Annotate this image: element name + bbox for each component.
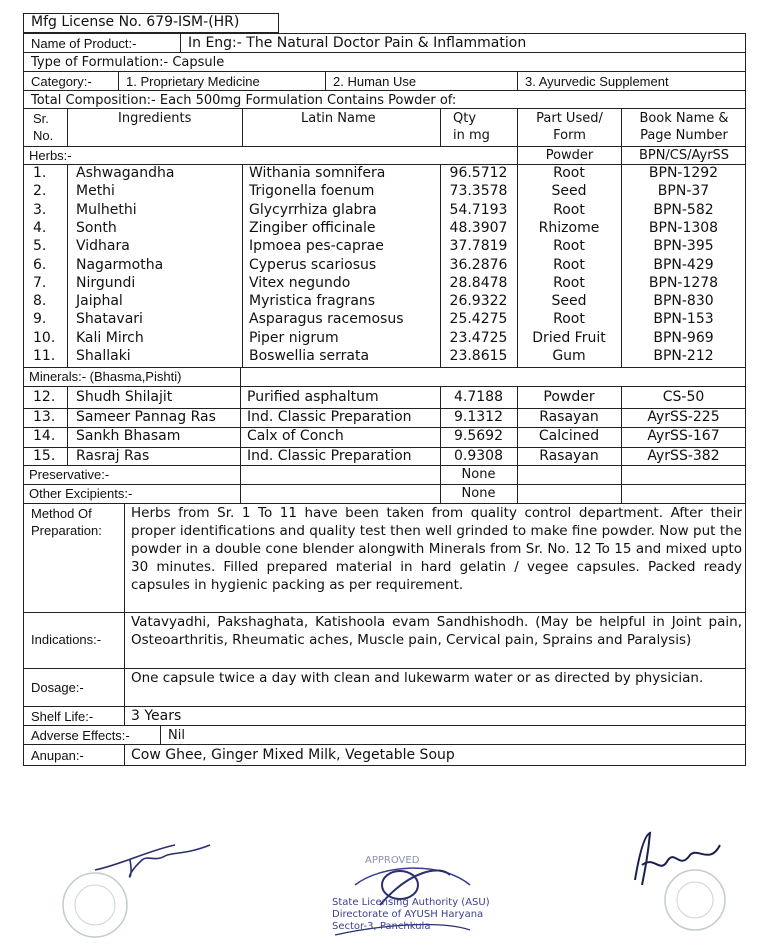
cell-part: Root bbox=[553, 256, 585, 273]
cell-latin: Calx of Conch bbox=[247, 428, 344, 444]
cell-qty: 54.7193 bbox=[449, 201, 508, 218]
cell-part: Seed bbox=[551, 293, 587, 310]
cell-book: BPN-1292 bbox=[648, 165, 719, 181]
product-label: Name of Product:- bbox=[31, 36, 137, 51]
cell-qty: 96.5712 bbox=[449, 165, 508, 181]
preservative-value: None bbox=[461, 467, 496, 482]
cell-name: Mulhethi bbox=[76, 201, 137, 218]
cell-part: Gum bbox=[552, 348, 586, 364]
cell-name: Ashwagandha bbox=[76, 165, 175, 181]
method-text: Herbs from Sr. 1 To 11 have been taken from quality control department. After their proper identifications and quality test then well grinded to make fine powder. Now put the powder in a double cone blender alongwith Minerals from Sr. No. 12 To 15 and mixed upto 30 minutes. Filled prepared material in hard gelatin / vegee capsules. Packed ready capsules in hygienic packing as per requirement. bbox=[131, 505, 742, 593]
cell-part: Root bbox=[553, 238, 585, 255]
cell-sr: 6. bbox=[33, 256, 47, 273]
cell-part: Seed bbox=[551, 183, 587, 200]
cell-latin: Boswellia serrata bbox=[249, 348, 370, 364]
product-name: In Eng:- The Natural Doctor Pain & Inflammation bbox=[188, 35, 527, 51]
cell-qty: 25.4275 bbox=[449, 311, 508, 328]
cell-latin: Asparagus racemosus bbox=[249, 311, 404, 328]
header-ingredients: Ingredients bbox=[118, 111, 192, 126]
cell-latin: Piper nigrum bbox=[249, 329, 339, 346]
cell-sr: 9. bbox=[33, 311, 47, 328]
total-composition: Total Composition:- Each 500mg Formulation Contains Powder of: bbox=[31, 93, 457, 108]
cell-name: Methi bbox=[76, 183, 115, 200]
authority-line-2: Directorate of AYUSH Haryana bbox=[332, 909, 484, 920]
cell-qty: 28.8478 bbox=[449, 274, 508, 291]
cell-qty: 36.2876 bbox=[449, 256, 508, 273]
cell-name: Kali Mirch bbox=[76, 329, 144, 346]
dosage-label: Dosage:- bbox=[31, 680, 84, 695]
header-page: Page Number bbox=[640, 128, 728, 143]
cell-sr: 15. bbox=[33, 447, 56, 464]
herbs-book: BPN/CS/AyrSS bbox=[638, 148, 730, 163]
cell-sr: 5. bbox=[33, 238, 47, 255]
excipients-label: Other Excipients:- bbox=[29, 486, 133, 501]
anupan-label: Anupan:- bbox=[31, 748, 84, 763]
cell-name: Vidhara bbox=[76, 238, 130, 255]
authority-line-3: Sector-3, Panchkula bbox=[332, 921, 431, 932]
cell-book: BPN-153 bbox=[653, 311, 714, 328]
cell-sr: 11. bbox=[33, 348, 56, 364]
cell-name: Nagarmotha bbox=[76, 256, 164, 273]
adverse-effects-label: Adverse Effects:- bbox=[31, 728, 130, 743]
cell-book: CS-50 bbox=[662, 389, 705, 405]
shelf-life-label: Shelf Life:- bbox=[31, 709, 94, 724]
minerals-header: Minerals:- (Bhasma,Pishti) bbox=[29, 369, 182, 384]
cell-book: BPN-830 bbox=[653, 293, 714, 310]
header-form: Form bbox=[553, 128, 586, 143]
cell-sr: 3. bbox=[33, 201, 47, 218]
cell-part: Calcined bbox=[538, 428, 600, 444]
cell-qty: 9.5692 bbox=[454, 428, 503, 444]
cell-sr: 7. bbox=[33, 274, 47, 291]
cell-book: BPN-1278 bbox=[648, 274, 719, 291]
method-label: Method Of bbox=[31, 506, 92, 521]
header-sr-no: No. bbox=[33, 128, 54, 143]
right-signature-stamp bbox=[620, 825, 750, 935]
cell-sr: 4. bbox=[33, 219, 47, 236]
cell-latin: Trigonella foenum bbox=[249, 183, 375, 200]
herbs-header: Herbs:- bbox=[29, 148, 72, 163]
cell-latin: Glycyrrhiza glabra bbox=[249, 201, 377, 218]
cell-book: AyrSS-167 bbox=[647, 428, 720, 444]
header-part: Part Used/ bbox=[536, 111, 603, 126]
excipients-value: None bbox=[461, 486, 496, 501]
cell-name: Sameer Pannag Ras bbox=[76, 408, 216, 425]
cell-book: BPN-1308 bbox=[648, 219, 719, 236]
cell-sr: 12. bbox=[33, 389, 56, 405]
category-label: Category:- bbox=[31, 74, 92, 89]
cell-book: BPN-212 bbox=[653, 348, 714, 364]
left-signature-stamp bbox=[50, 830, 230, 940]
cell-latin: Ind. Classic Preparation bbox=[247, 447, 412, 464]
cell-qty: 23.4725 bbox=[449, 329, 508, 346]
header-qty: Qty bbox=[453, 111, 477, 126]
cell-sr: 1. bbox=[33, 165, 47, 181]
cell-sr: 2. bbox=[33, 183, 47, 200]
preservative-label: Preservative:- bbox=[29, 467, 110, 482]
cell-qty: 26.9322 bbox=[449, 293, 508, 310]
cell-sr: 8. bbox=[33, 293, 47, 310]
cell-book: BPN-395 bbox=[653, 238, 714, 255]
indications-label: Indications:- bbox=[31, 632, 102, 647]
cell-part: Root bbox=[553, 201, 585, 218]
cell-part: Rasayan bbox=[539, 408, 599, 425]
cell-name: Jaiphal bbox=[76, 293, 123, 310]
cell-name: Sonth bbox=[76, 219, 117, 236]
cell-latin: Cyperus scariosus bbox=[249, 256, 377, 273]
cell-name: Shudh Shilajit bbox=[76, 389, 173, 405]
cell-qty: 73.3578 bbox=[449, 183, 508, 200]
header-book: Book Name & bbox=[639, 111, 729, 126]
cell-qty: 37.7819 bbox=[449, 238, 508, 255]
cell-part: Root bbox=[553, 165, 585, 181]
cell-name: Rasraj Ras bbox=[76, 447, 150, 464]
method-label-2: Preparation: bbox=[31, 523, 102, 538]
cell-name: Shatavari bbox=[76, 311, 143, 328]
cell-qty: 48.3907 bbox=[449, 219, 508, 236]
cell-part: Rasayan bbox=[539, 447, 599, 464]
header-qty-unit: in mg bbox=[453, 128, 490, 143]
dosage-text: One capsule twice a day with clean and lukewarm water or as directed by physician. bbox=[131, 670, 704, 686]
cell-latin: Zingiber officinale bbox=[249, 219, 376, 236]
cell-book: BPN-37 bbox=[657, 183, 710, 200]
cell-latin: Purified asphaltum bbox=[247, 389, 379, 405]
cell-part: Root bbox=[553, 274, 585, 291]
cell-qty: 0.9308 bbox=[454, 447, 503, 464]
cell-latin: Ipmoea pes-caprae bbox=[249, 238, 384, 255]
cell-book: BPN-969 bbox=[653, 329, 714, 346]
cell-part: Rhizome bbox=[538, 219, 600, 236]
cell-latin: Vitex negundo bbox=[249, 274, 351, 291]
cell-latin: Myristica fragrans bbox=[249, 293, 376, 310]
authority-line-1: State Licensing Authority (ASU) bbox=[332, 897, 490, 908]
cell-qty: 9.1312 bbox=[454, 408, 503, 425]
cell-qty: 23.8615 bbox=[449, 348, 508, 364]
cell-sr: 10. bbox=[33, 329, 56, 346]
category-item-3: 3. Ayurvedic Supplement bbox=[525, 74, 669, 89]
adverse-effects-value: Nil bbox=[168, 728, 185, 743]
cell-part: Dried Fruit bbox=[532, 329, 606, 346]
herbs-part: Powder bbox=[545, 148, 594, 163]
cell-book: BPN-429 bbox=[653, 256, 714, 273]
cell-book: BPN-582 bbox=[653, 201, 714, 218]
anupan-value: Cow Ghee, Ginger Mixed Milk, Vegetable Soup bbox=[131, 747, 455, 763]
cell-latin: Ind. Classic Preparation bbox=[247, 408, 412, 425]
cell-part: Root bbox=[553, 311, 585, 328]
shelf-life-value: 3 Years bbox=[131, 708, 182, 724]
cell-sr: 13. bbox=[33, 408, 56, 425]
license-number: Mfg License No. 679-ISM-(HR) bbox=[31, 14, 240, 30]
indications-text: Vatavyadhi, Pakshaghata, Katishoola evam Sandhishodh. (May be helpful in Joint pain, Osteoarthritis, Rheumatic aches, Muscle pain, Cervical pain, Sprains and Paralysis) bbox=[131, 614, 742, 648]
cell-book: AyrSS-225 bbox=[647, 408, 720, 425]
header-latin: Latin Name bbox=[301, 111, 376, 126]
cell-name: Shallaki bbox=[76, 348, 131, 364]
approved-stamp-text: APPROVED bbox=[365, 855, 420, 866]
cell-name: Sankh Bhasam bbox=[76, 428, 181, 444]
cell-latin: Withania somnifera bbox=[249, 165, 386, 181]
cell-qty: 4.7188 bbox=[454, 389, 503, 405]
cell-name: Nirgundi bbox=[76, 274, 136, 291]
cell-part: Powder bbox=[543, 389, 595, 405]
category-item-2: 2. Human Use bbox=[333, 74, 417, 89]
formulation-type: Type of Formulation:- Capsule bbox=[31, 55, 225, 70]
header-sr: Sr. bbox=[33, 111, 49, 126]
cell-book: AyrSS-382 bbox=[647, 447, 720, 464]
cell-sr: 14. bbox=[33, 428, 56, 444]
category-item-1: 1. Proprietary Medicine bbox=[126, 74, 260, 89]
